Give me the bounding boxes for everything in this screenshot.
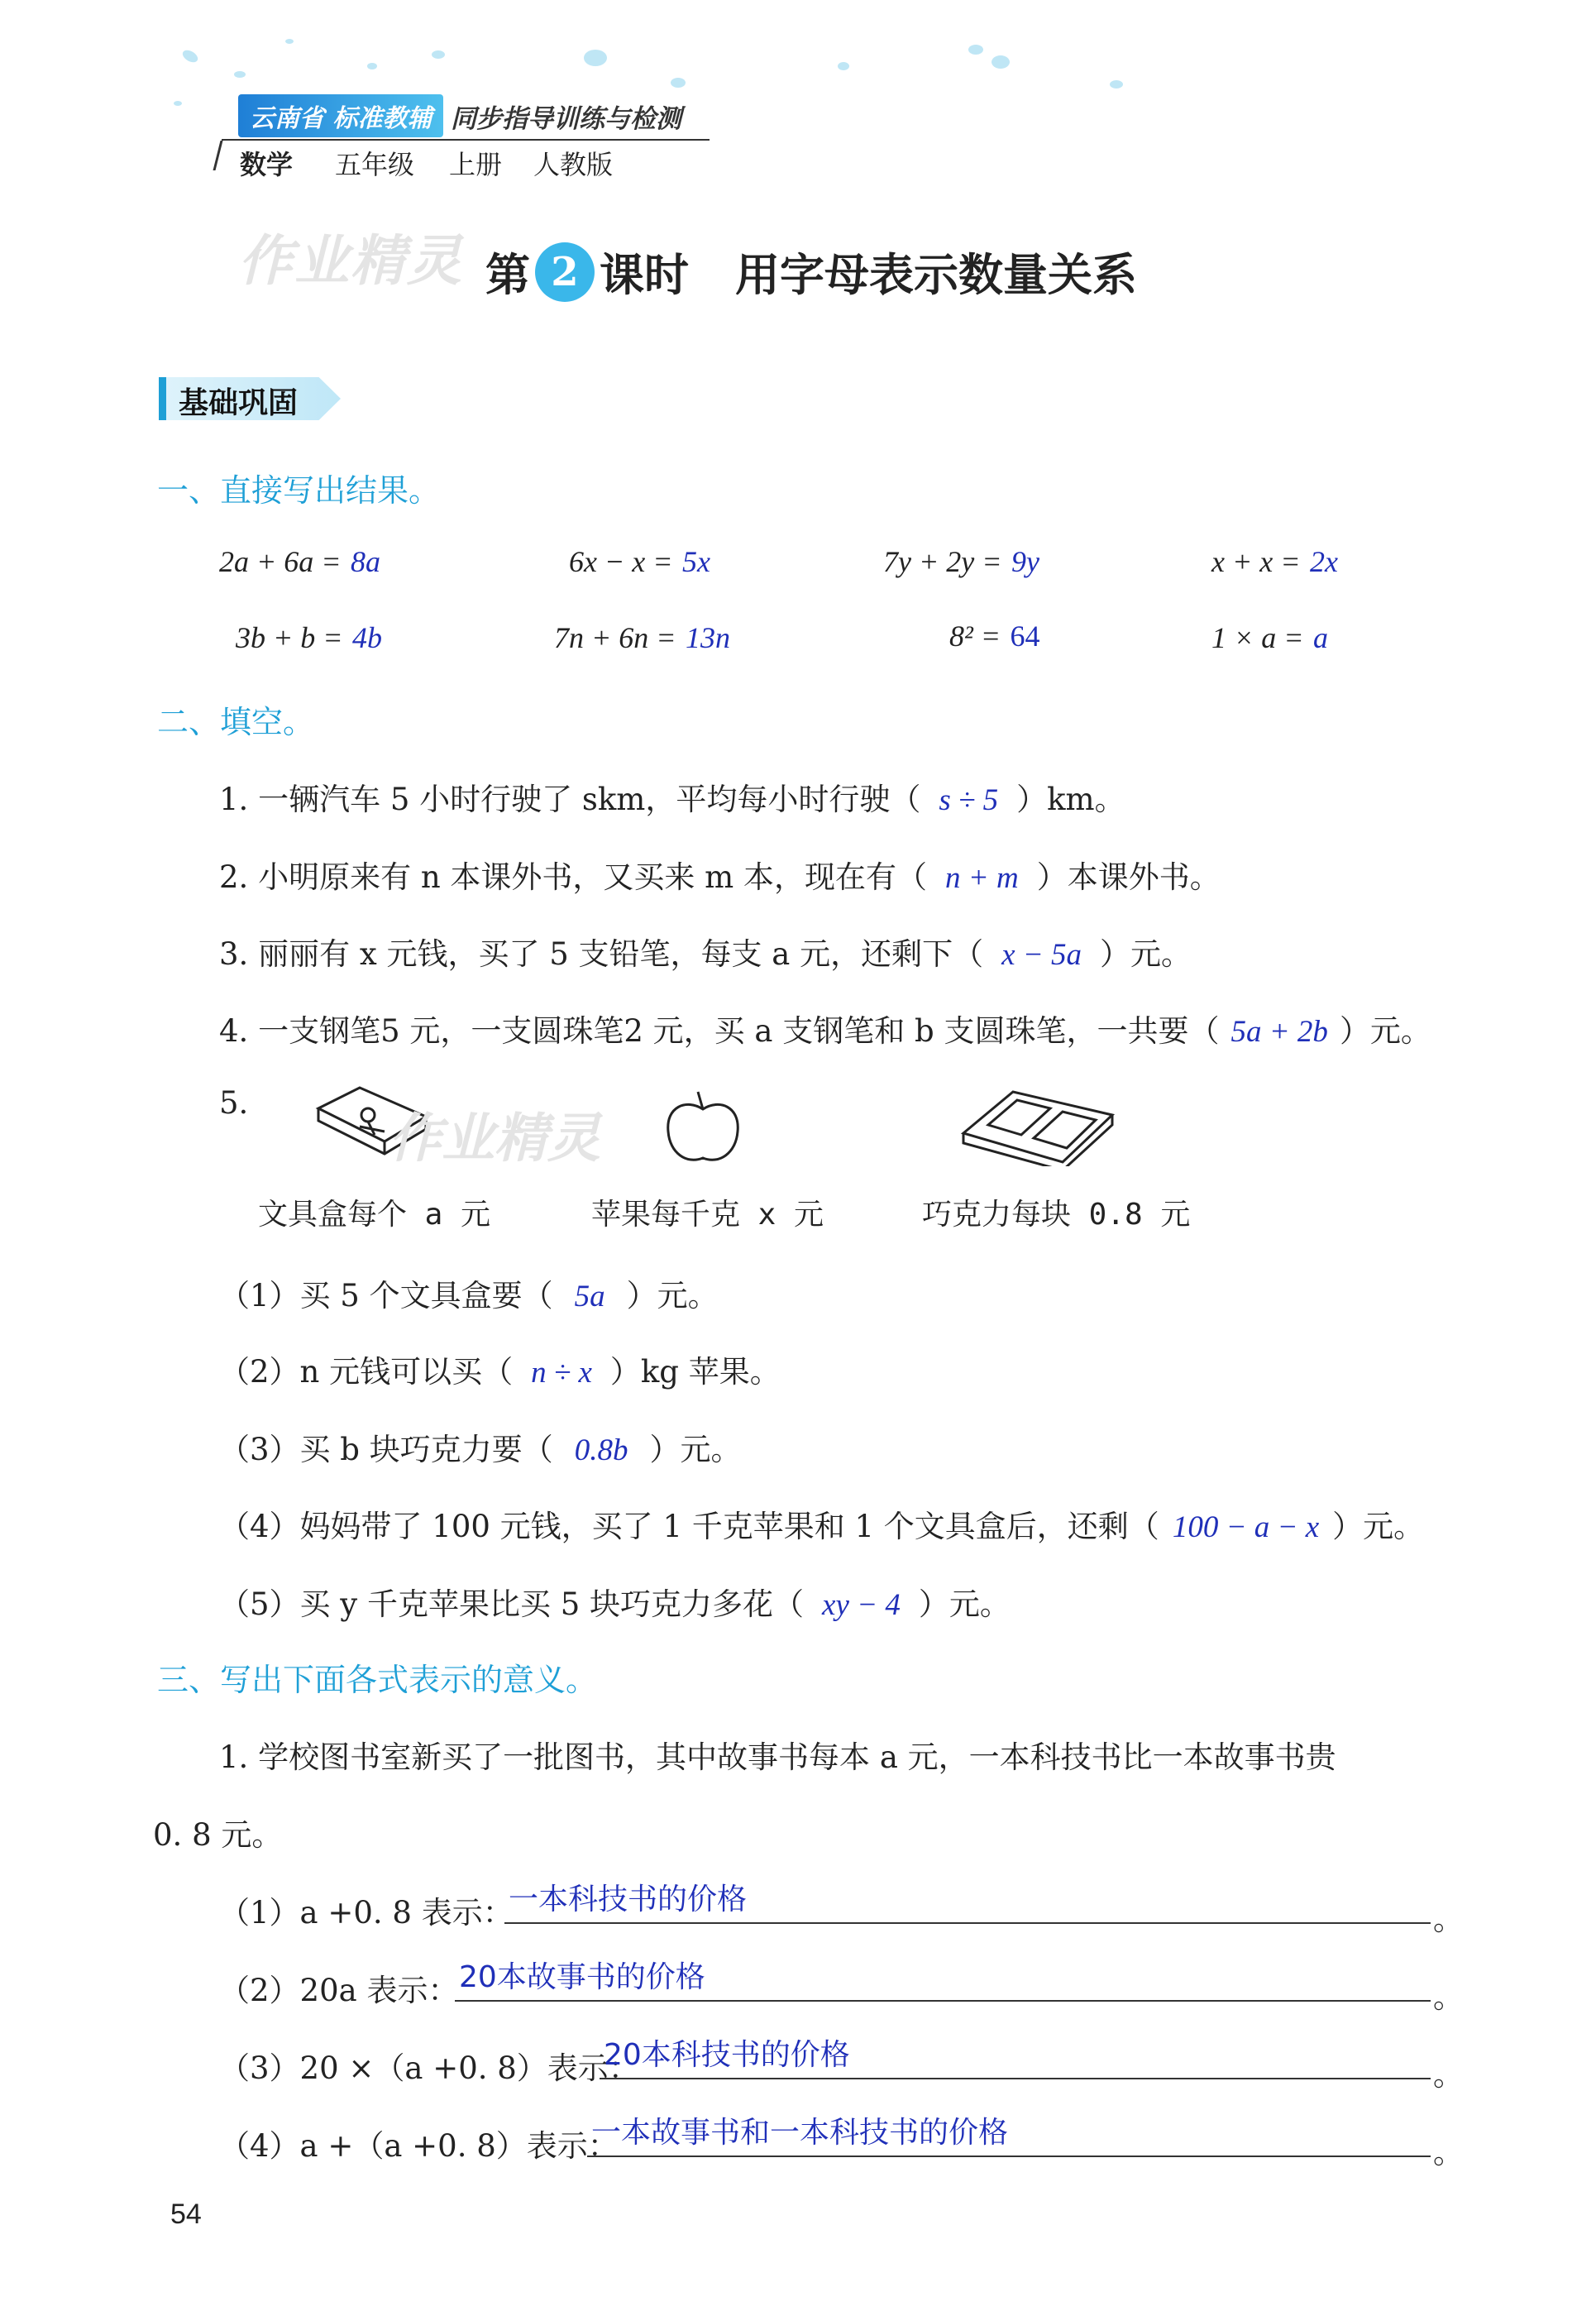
handwritten-answer: 一本故事书和一本科技书的价格 <box>591 2116 1009 2150</box>
title-name: 用字母表示数量关系 <box>735 248 1137 301</box>
calc-item: 6x − x = 5x <box>569 545 710 578</box>
meaning-item-label: （2）20a 表示： <box>219 1973 459 2008</box>
section-tag: 基础巩固 <box>179 386 299 420</box>
answer: n + m <box>945 861 1019 895</box>
caption-apple: 苹果每千克 x 元 <box>591 1198 824 1232</box>
fill-question-1: 1. 一辆汽车 5 小时行驶了 skm，平均每小时行驶（ s ÷ 5 ）km。 <box>219 782 1125 817</box>
fill-sub-question: （2）n 元钱可以买（ n ÷ x ）kg 苹果。 <box>219 1354 781 1390</box>
series-title: 同步指导训练与检测 <box>451 104 681 134</box>
fill-question-2: 2. 小明原来有 n 本课外书，又买来 m 本，现在有（ n + m ）本课外书。 <box>219 859 1221 895</box>
handwritten-answer: 20本故事书的价格 <box>459 1960 705 1994</box>
answer: 5a + 2b <box>1230 1015 1328 1049</box>
answer: 100 − a − x <box>1172 1510 1320 1544</box>
page-number: 54 <box>170 2199 202 2230</box>
apple-image <box>662 1089 744 1171</box>
fill-sub-question: （5）买 y 千克苹果比买 5 块巧克力多花（ xy − 4 ）元。 <box>219 1586 1011 1622</box>
end-mark: 。 <box>1433 2135 1464 2170</box>
part1-heading: 一、直接写出结果。 <box>157 472 441 509</box>
part3-intro: 1. 学校图书室新买了一批图书，其中故事书每本 a 元，一本科技书比一本故事书贵 <box>219 1739 1336 1775</box>
end-mark: 。 <box>1433 2057 1464 2093</box>
answer: n ÷ x <box>531 1356 592 1390</box>
calc-item: 7y + 2y = 9y <box>883 545 1039 578</box>
header-grade: 五年级 <box>335 149 415 180</box>
end-mark: 。 <box>1433 1979 1464 2015</box>
meaning-item-label: （1）a +0. 8 表示： <box>219 1895 514 1931</box>
answer: 0.8b <box>574 1433 628 1467</box>
header-subject: 数学 <box>240 149 294 180</box>
caption-chocolate: 巧克力每块 0.8 元 <box>922 1198 1191 1232</box>
answer: xy − 4 <box>822 1588 901 1622</box>
header-volume: 上册 <box>449 149 503 180</box>
end-mark: 。 <box>1433 1902 1464 1937</box>
fill-sub-question: （3）买 b 块巧克力要（ 0.8b ）元。 <box>219 1432 742 1467</box>
answer: s ÷ 5 <box>939 783 999 817</box>
handwritten-answer: 一本科技书的价格 <box>509 1883 748 1916</box>
calc-item: 8² = 64 <box>949 620 1040 653</box>
fill-question-3: 3. 丽丽有 x 元钱，买了 5 支铅笔，每支 a 元，还剩下（ x − 5a ）元。 <box>219 936 1192 972</box>
title-suffix: 课时 <box>600 248 689 301</box>
header-slash <box>213 141 223 170</box>
meaning-item-label: （4）a +（a +0. 8）表示： <box>219 2128 619 2164</box>
watermark: 作业精灵 <box>389 1108 600 1170</box>
fill-sub-question: （4）妈妈带了 100 元钱，买了 1 千克苹果和 1 个文具盒后，还剩（ 100 − a − x ）元。 <box>219 1509 1425 1544</box>
part3-intro-cont: 0. 8 元。 <box>153 1817 283 1853</box>
header-rule <box>222 139 710 141</box>
section-tag-bar <box>159 377 166 420</box>
answer: 5a <box>574 1280 605 1313</box>
watermark: 作业精灵 <box>238 228 463 293</box>
lesson-title <box>485 240 1137 304</box>
calc-item: 7n + 6n = 13n <box>554 621 731 654</box>
calc-item: 1 × a = a <box>1211 621 1329 654</box>
title-prefix: 第 <box>485 248 530 301</box>
header-edition: 人教版 <box>533 149 614 180</box>
question-5-number: 5. <box>219 1085 249 1121</box>
chocolate-image <box>955 1084 1121 1166</box>
fill-sub-question: （1）买 5 个文具盒要（ 5a ）元。 <box>219 1278 719 1313</box>
publisher-logo: 云南省 标准教辅 <box>238 94 443 137</box>
part3-heading: 三、写出下面各式表示的意义。 <box>157 1662 598 1698</box>
handwritten-answer: 20本科技书的价格 <box>604 2038 850 2072</box>
fill-question-4: 4. 一支钢笔5 元，一支圆珠笔2 元，买 a 支钢笔和 b 支圆珠笔，一共要（ 5a + 2b ）元。 <box>219 1013 1431 1049</box>
answer: x − 5a <box>1001 938 1082 972</box>
calc-item: 2a + 6a = 8a <box>219 545 381 578</box>
meaning-item-label: （3）20 ×（a +0. 8）表示： <box>219 2050 639 2086</box>
part2-heading: 二、填空。 <box>157 704 315 740</box>
lesson-number-badge: 2 <box>535 242 595 302</box>
caption-pencil-box: 文具盒每个 a 元 <box>258 1198 491 1232</box>
calc-item: 3b + b = 4b <box>236 621 383 654</box>
calc-item: x + x = 2x <box>1211 545 1338 578</box>
